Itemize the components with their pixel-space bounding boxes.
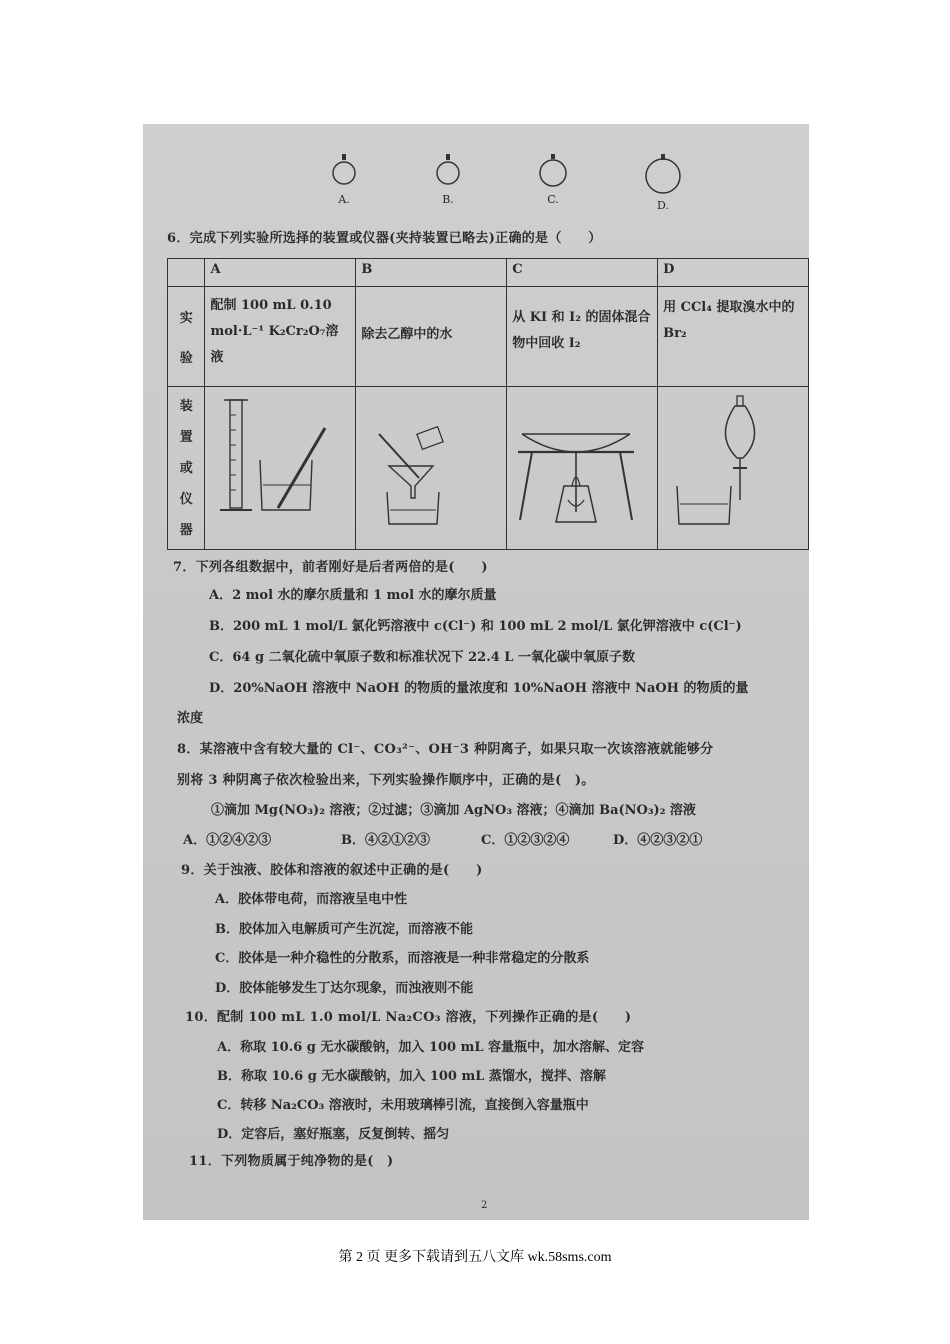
q7-title: 7．下列各组数据中，前者刚好是后者两倍的是( ) bbox=[173, 560, 488, 575]
q8-title-line1: 8．某溶液中含有较大量的 Cl⁻、CO₃²⁻、OH⁻3 种阴离子，如果只取一次该溶液就能够分 bbox=[177, 742, 714, 757]
funnel-filtration-icon bbox=[361, 390, 491, 530]
q6-device-a bbox=[205, 387, 356, 550]
q10-option-c: C．转移 Na₂CO₃ 溶液时，未用玻璃棒引流，直接倒入容量瓶中 bbox=[217, 1098, 589, 1113]
footer-text: 第 2 页 更多下载请到五八文库 wk.58sms.com bbox=[338, 1250, 612, 1265]
q9-option-c: C．胶体是一种介稳性的分散系，而溶液是一种非常稳定的分散系 bbox=[215, 951, 590, 966]
q6-header-d: D bbox=[658, 259, 809, 287]
flask-a bbox=[329, 154, 359, 206]
q7-option-b: B．200 mL 1 mol/L 氯化钙溶液中 c(Cl⁻) 和 100 mL 2 mol/L 氯化钾溶液中 c(Cl⁻) bbox=[209, 619, 742, 634]
q9-option-d: D．胶体能够发生丁达尔现象，而浊液则不能 bbox=[215, 981, 474, 996]
q6-exp-c: 从 KI 和 I₂ 的固体混合物中回收 I₂ bbox=[507, 287, 658, 387]
flask-d bbox=[643, 154, 683, 212]
q6-exp-b: 除去乙醇中的水 bbox=[356, 287, 507, 387]
q6-row-label-device: 装 置 或 仪 器 bbox=[168, 387, 205, 550]
q6-device-c bbox=[507, 387, 658, 550]
q10-option-b: B．称取 10.6 g 无水碳酸钠，加入 100 mL 蒸馏水，搅拌、溶解 bbox=[217, 1069, 606, 1084]
q6-exp-a: 配制 100 mL 0.10 mol·L⁻¹ K₂Cr₂O₇溶液 bbox=[205, 287, 356, 387]
q6-exp-d: 用 CCl₄ 提取溴水中的 Br₂ bbox=[658, 287, 809, 387]
q9-title: 9．关于浊液、胶体和溶液的叙述中正确的是( ) bbox=[181, 863, 483, 878]
q7-option-c: C．64 g 二氧化硫中氧原子数和标准状况下 22.4 L 一氧化碳中氧原子数 bbox=[209, 650, 635, 665]
q6-device-b bbox=[356, 387, 507, 550]
q8-option-a: A．①②④②③ bbox=[183, 833, 272, 848]
graduated-cylinder-beaker-icon bbox=[210, 390, 340, 530]
flask-c bbox=[537, 154, 569, 206]
q10-option-a: A．称取 10.6 g 无水碳酸钠，加入 100 mL 容量瓶中，加水溶解、定容 bbox=[217, 1040, 645, 1055]
q10-title: 10．配制 100 mL 1.0 mol/L Na₂CO₃ 溶液，下列操作正确的是( ) bbox=[185, 1010, 632, 1025]
flask-b bbox=[433, 154, 463, 206]
q5-option-b: B. bbox=[442, 193, 454, 206]
q5-option-c: C. bbox=[547, 193, 559, 206]
q6-device-d bbox=[658, 387, 809, 550]
q8-option-c: C．①②③②④ bbox=[481, 833, 570, 848]
q7-option-a: A．2 mol 水的摩尔质量和 1 mol 水的摩尔质量 bbox=[209, 588, 497, 603]
q6-header-a: A bbox=[205, 259, 356, 287]
q11-title: 11．下列物质属于纯净物的是( ) bbox=[189, 1154, 394, 1169]
q6-header-c: C bbox=[507, 259, 658, 287]
evaporating-dish-tripod-icon bbox=[512, 390, 642, 530]
q6-table bbox=[167, 258, 809, 550]
q8-option-d: D．④②③②① bbox=[613, 833, 703, 848]
q6-corner bbox=[168, 259, 205, 287]
q9-option-b: B．胶体加入电解质可产生沉淀，而溶液不能 bbox=[215, 922, 473, 937]
q8-steps: ①滴加 Mg(NO₃)₂ 溶液；②过滤；③滴加 AgNO₃ 溶液；④滴加 Ba(NO₃)₂ 溶液 bbox=[211, 803, 696, 818]
q5-option-d: D. bbox=[657, 199, 669, 212]
page-number: 2 bbox=[481, 1200, 488, 1211]
q9-option-a: A．胶体带电荷，而溶液呈电中性 bbox=[215, 892, 408, 907]
q5-option-a: A. bbox=[338, 193, 350, 206]
separatory-funnel-icon bbox=[663, 390, 793, 530]
q8-title-line2: 别将 3 种阴离子依次检验出来，下列实验操作顺序中，正确的是( )。 bbox=[177, 773, 595, 788]
q8-option-b: B．④②①②③ bbox=[341, 833, 430, 848]
q6-header-b: B bbox=[356, 259, 507, 287]
q6-title: 6．完成下列实验所选择的装置或仪器(夹持装置已略去)正确的是（ ） bbox=[167, 231, 602, 246]
scanned-page-photo bbox=[143, 124, 809, 1220]
q7-option-d: D．20%NaOH 溶液中 NaOH 的物质的量浓度和 10%NaOH 溶液中 NaOH 的物质的量 bbox=[209, 681, 749, 696]
q7-option-d-cont: 浓度 bbox=[177, 711, 204, 726]
q10-option-d: D．定容后，塞好瓶塞，反复倒转、摇匀 bbox=[217, 1127, 450, 1142]
q6-row-label-experiment: 实 验 bbox=[168, 287, 205, 387]
